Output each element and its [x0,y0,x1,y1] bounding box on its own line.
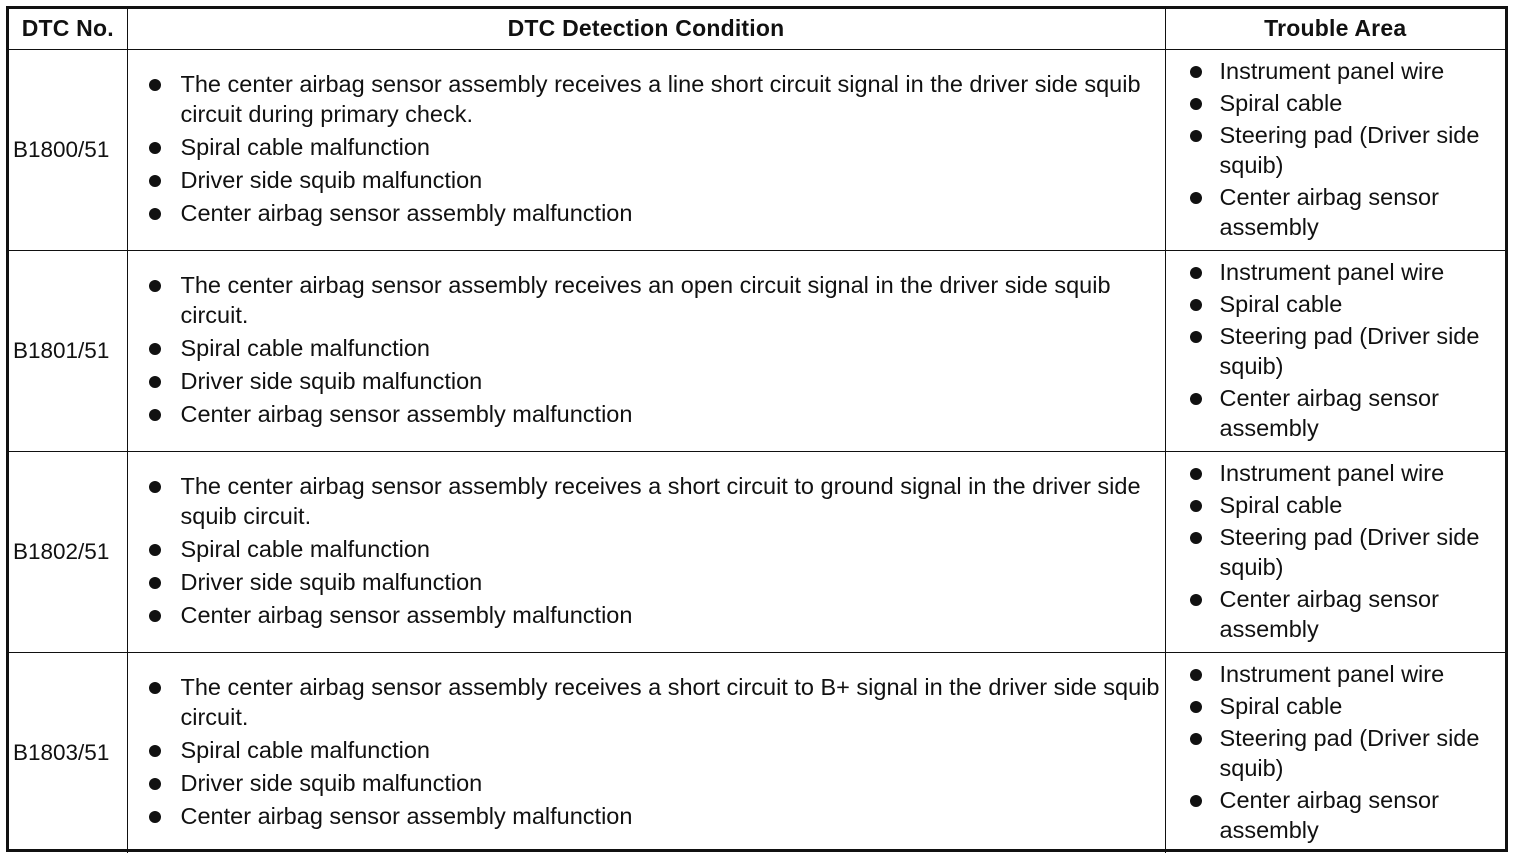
trouble-area-item: Steering pad (Driver side squib) [1220,522,1500,582]
table-row [9,49,1505,250]
trouble-area-item: Center airbag sensor assembly [1220,584,1500,644]
trouble-area-item: Spiral cable [1220,691,1500,721]
condition-item: The center airbag sensor assembly receives a line short circuit signal in the driver side squib circuit during primary check. [181,69,1161,129]
trouble-area-item: Instrument panel wire [1220,257,1500,287]
condition-list [128,270,1165,429]
header-trouble-area: Trouble Area [1165,9,1505,49]
condition-list [128,672,1165,831]
condition-item: Spiral cable malfunction [181,333,1161,363]
condition-list [128,471,1165,630]
dtc-code: B1800/51 [9,49,127,250]
condition-item: Spiral cable malfunction [181,534,1161,564]
trouble-area-item: Center airbag sensor assembly [1220,383,1500,443]
condition-item: Driver side squib malfunction [181,567,1161,597]
trouble-area-list [1166,257,1506,443]
dtc-code: B1803/51 [9,652,127,853]
condition-item: Center airbag sensor assembly malfunction [181,801,1161,831]
detection-condition-cell [127,451,1165,652]
header-detection-condition: DTC Detection Condition [127,9,1165,49]
trouble-area-item: Spiral cable [1220,289,1500,319]
trouble-area-item: Center airbag sensor assembly [1220,182,1500,242]
condition-item: Spiral cable malfunction [181,735,1161,765]
detection-condition-cell [127,49,1165,250]
table-row [9,652,1505,853]
trouble-area-cell [1165,652,1505,853]
trouble-area-item: Steering pad (Driver side squib) [1220,120,1500,180]
condition-item: Driver side squib malfunction [181,768,1161,798]
condition-item: Center airbag sensor assembly malfunction [181,600,1161,630]
trouble-area-list [1166,659,1506,845]
trouble-area-list [1166,458,1506,644]
condition-item: The center airbag sensor assembly receives a short circuit to ground signal in the driver side squib circuit. [181,471,1161,531]
detection-condition-cell [127,652,1165,853]
trouble-area-cell [1165,451,1505,652]
trouble-area-item: Instrument panel wire [1220,56,1500,86]
trouble-area-item: Instrument panel wire [1220,458,1500,488]
condition-item: Driver side squib malfunction [181,366,1161,396]
dtc-code: B1801/51 [9,250,127,451]
trouble-area-cell [1165,49,1505,250]
trouble-area-cell [1165,250,1505,451]
table-row [9,250,1505,451]
dtc-table-frame [6,6,1508,852]
header-row [9,9,1505,49]
condition-list [128,69,1165,228]
detection-condition-cell [127,250,1165,451]
trouble-area-item: Spiral cable [1220,88,1500,118]
condition-item: Spiral cable malfunction [181,132,1161,162]
condition-item: The center airbag sensor assembly receives a short circuit to B+ signal in the driver side squib circuit. [180,673,1160,730]
trouble-area-list [1166,56,1506,242]
trouble-area-item: Steering pad (Driver side squib) [1220,321,1500,381]
trouble-area-item: Steering pad (Driver side squib) [1220,723,1500,783]
dtc-code: B1802/51 [9,451,127,652]
trouble-area-item: Center airbag sensor assembly [1220,785,1500,845]
condition-item: Center airbag sensor assembly malfunction [181,198,1161,228]
trouble-area-item: Instrument panel wire [1220,659,1500,689]
header-dtc-no: DTC No. [9,9,127,49]
condition-item: Center airbag sensor assembly malfunction [181,399,1161,429]
table-row [9,451,1505,652]
trouble-area-item: Spiral cable [1220,490,1500,520]
condition-item: Driver side squib malfunction [181,165,1161,195]
dtc-table [9,9,1505,853]
condition-item: The center airbag sensor assembly receives an open circuit signal in the driver side squib circuit. [181,270,1161,330]
